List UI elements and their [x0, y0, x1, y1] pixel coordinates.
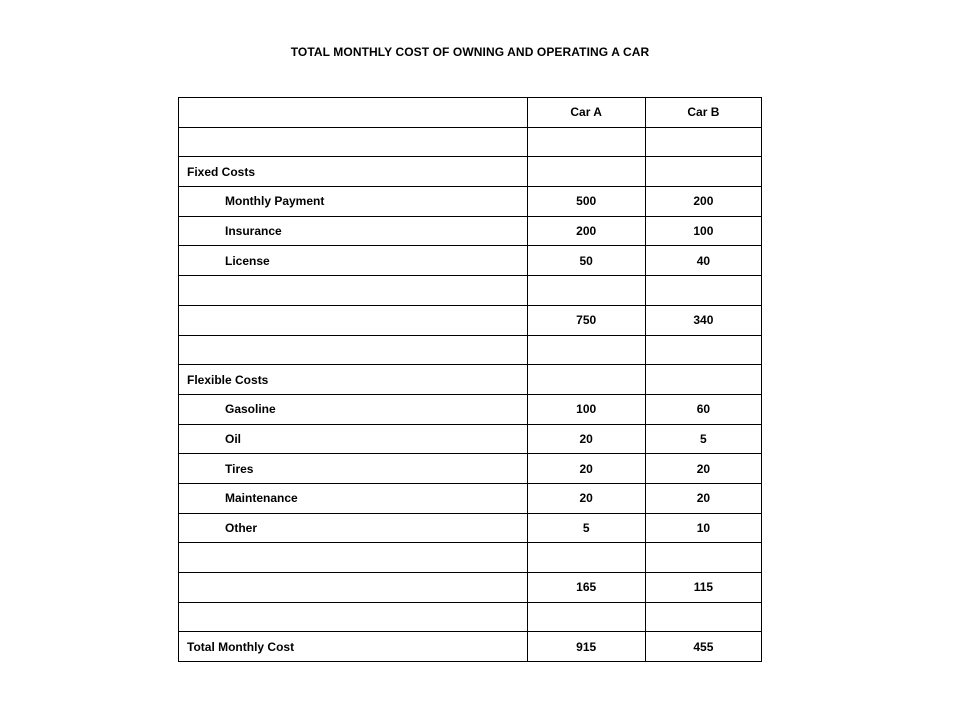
- car-b-value: 340: [645, 305, 761, 335]
- header-car-b: Car B: [645, 98, 761, 128]
- car-b-value: 10: [645, 513, 761, 543]
- table-row: [179, 305, 762, 335]
- car-a-value: [527, 276, 645, 306]
- car-a-value: [527, 157, 645, 187]
- row-label: [179, 305, 528, 335]
- car-b-value: 455: [645, 632, 761, 662]
- table-row: [179, 573, 762, 603]
- row-label: Oil: [179, 424, 528, 454]
- row-label: Insurance: [179, 216, 528, 246]
- car-b-value: 5: [645, 424, 761, 454]
- table-row: [179, 157, 762, 187]
- car-a-value: 20: [527, 483, 645, 513]
- row-label: [179, 127, 528, 157]
- table-row: [179, 127, 762, 157]
- car-b-value: 40: [645, 246, 761, 276]
- table-row: [179, 187, 762, 217]
- car-a-value: 100: [527, 394, 645, 424]
- table-row: [179, 365, 762, 395]
- row-label: [179, 602, 528, 632]
- car-b-value: 20: [645, 454, 761, 484]
- car-a-value: [527, 127, 645, 157]
- car-b-value: [645, 157, 761, 187]
- table-row: [179, 335, 762, 365]
- header-car-a: Car A: [527, 98, 645, 128]
- row-label: Fixed Costs: [179, 157, 528, 187]
- car-a-value: 200: [527, 216, 645, 246]
- row-label: [179, 335, 528, 365]
- table-row: [179, 216, 762, 246]
- header-label-cell: [179, 98, 528, 128]
- row-label: Monthly Payment: [179, 187, 528, 217]
- table-row: [179, 424, 762, 454]
- table-row: [179, 394, 762, 424]
- car-b-value: [645, 365, 761, 395]
- car-a-value: 750: [527, 305, 645, 335]
- car-a-value: 5: [527, 513, 645, 543]
- table-row: [179, 483, 762, 513]
- car-a-value: 20: [527, 424, 645, 454]
- table-row: [179, 246, 762, 276]
- car-b-value: [645, 335, 761, 365]
- car-a-value: 20: [527, 454, 645, 484]
- table-header: [179, 98, 762, 128]
- row-label: [179, 543, 528, 573]
- car-b-value: 115: [645, 573, 761, 603]
- row-label: License: [179, 246, 528, 276]
- row-label: [179, 573, 528, 603]
- car-b-value: [645, 543, 761, 573]
- table-row: [179, 602, 762, 632]
- row-label: Flexible Costs: [179, 365, 528, 395]
- page-title: TOTAL MONTHLY COST OF OWNING AND OPERATING A CAR: [290, 45, 650, 59]
- car-a-value: 50: [527, 246, 645, 276]
- cost-table: [178, 97, 762, 662]
- car-a-value: [527, 543, 645, 573]
- row-label: Total Monthly Cost: [179, 632, 528, 662]
- car-b-value: 20: [645, 483, 761, 513]
- car-b-value: [645, 602, 761, 632]
- car-a-value: 165: [527, 573, 645, 603]
- car-a-value: [527, 365, 645, 395]
- car-b-value: 60: [645, 394, 761, 424]
- table-row: [179, 454, 762, 484]
- row-label: Other: [179, 513, 528, 543]
- car-a-value: [527, 602, 645, 632]
- car-a-value: [527, 335, 645, 365]
- car-b-value: [645, 127, 761, 157]
- row-label: Tires: [179, 454, 528, 484]
- car-a-value: 500: [527, 187, 645, 217]
- table-row: [179, 513, 762, 543]
- car-b-value: 200: [645, 187, 761, 217]
- header-row: [179, 98, 762, 128]
- row-label: [179, 276, 528, 306]
- row-label: Maintenance: [179, 483, 528, 513]
- row-label: Gasoline: [179, 394, 528, 424]
- car-b-value: 100: [645, 216, 761, 246]
- table-body: [179, 127, 762, 661]
- table-row: [179, 543, 762, 573]
- car-a-value: 915: [527, 632, 645, 662]
- car-b-value: [645, 276, 761, 306]
- table-row: [179, 632, 762, 662]
- table-row: [179, 276, 762, 306]
